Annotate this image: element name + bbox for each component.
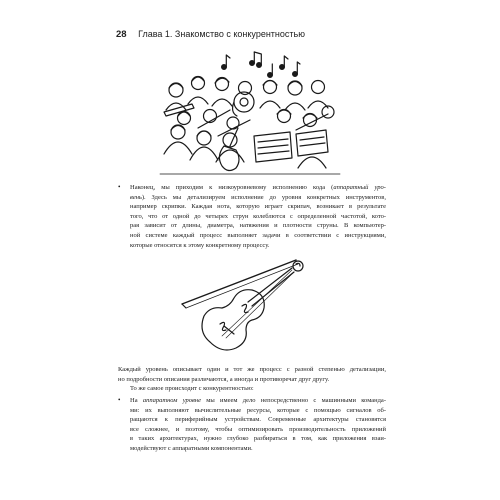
violin-illustration — [180, 254, 312, 354]
text-line — [130, 434, 386, 444]
text-line — [130, 193, 386, 203]
text-line: но подробности описания различаются, а иногда и противоречат друг другу. — [118, 375, 330, 383]
paragraph-concurrency-intro: То же самое происходит с конкурентностью: — [130, 385, 254, 392]
text-run: На — [130, 397, 143, 404]
orchestra-illustration — [158, 50, 342, 178]
text-run: ращаются к периферийным устройствам. Современные архитектуры становятся — [130, 416, 386, 424]
paragraph-hardware-concurrency — [130, 396, 386, 454]
running-header — [116, 29, 305, 40]
emphasis-term: аппаратном уровне — [142, 397, 201, 404]
text-run: того, что от одной до четырех струн колеблются с определенной частотой, кото- — [130, 212, 386, 220]
text-run: ной системе каждый процесс выполняет задачи в соответствии с инструкциями, — [130, 231, 386, 239]
text-line — [130, 183, 386, 193]
text-line — [130, 212, 386, 222]
text-run: Наконец, мы приходим к низкоуровневому исполнению кода ( — [130, 184, 334, 191]
text-line — [130, 406, 386, 416]
page-number: 28 — [116, 29, 127, 40]
text-run: например скрипки. Каждая нота, которую играет скрипач, возникает в результате — [130, 203, 386, 211]
bullet-marker: • — [118, 396, 121, 404]
text-run: ми: их выполняют вычислительные ресурсы, которые с помощью сигналов об- — [130, 406, 386, 414]
text-run: все сложнее, и поэтому, чтобы оптимизировать производительность приложений — [130, 425, 386, 433]
chapter-title: Глава 1. Знакомство с конкурентностью — [138, 29, 305, 39]
emphasis-term: аппаратный уро- — [333, 184, 386, 191]
music-notes-icon — [222, 52, 300, 77]
text-line — [130, 444, 386, 454]
text-run: модействуют с аппаратными компонентами. — [130, 444, 253, 452]
text-line — [130, 241, 386, 251]
text-run: ). Здесь мы детализируем исполнение до уровня конкретных инструментов, — [141, 193, 386, 201]
text-line — [130, 396, 386, 406]
bullet-marker: • — [118, 183, 121, 191]
text-line — [130, 425, 386, 435]
text-run: мы имеем дело непосредственно с машинными команда- — [200, 397, 386, 404]
text-line: Каждый уровень описывает один и тот же процесс с разной степенью детализации, — [118, 366, 386, 373]
text-line — [130, 202, 386, 212]
text-line — [130, 221, 386, 231]
text-run: рая зависит от длины, диаметра, натяжения и плотности струны. В компьютер- — [130, 222, 386, 230]
emphasis-term: вень — [130, 193, 142, 201]
text-line — [130, 415, 386, 425]
text-line — [130, 231, 386, 241]
paragraph-levels — [118, 365, 386, 384]
text-run: которые относятся к этому конкретному процессу. — [130, 241, 270, 249]
paragraph-hardware-level — [130, 183, 386, 250]
text-run: в таких архитектурах, нужно глубоко разбираться в том, как приложения взаи- — [130, 435, 386, 443]
